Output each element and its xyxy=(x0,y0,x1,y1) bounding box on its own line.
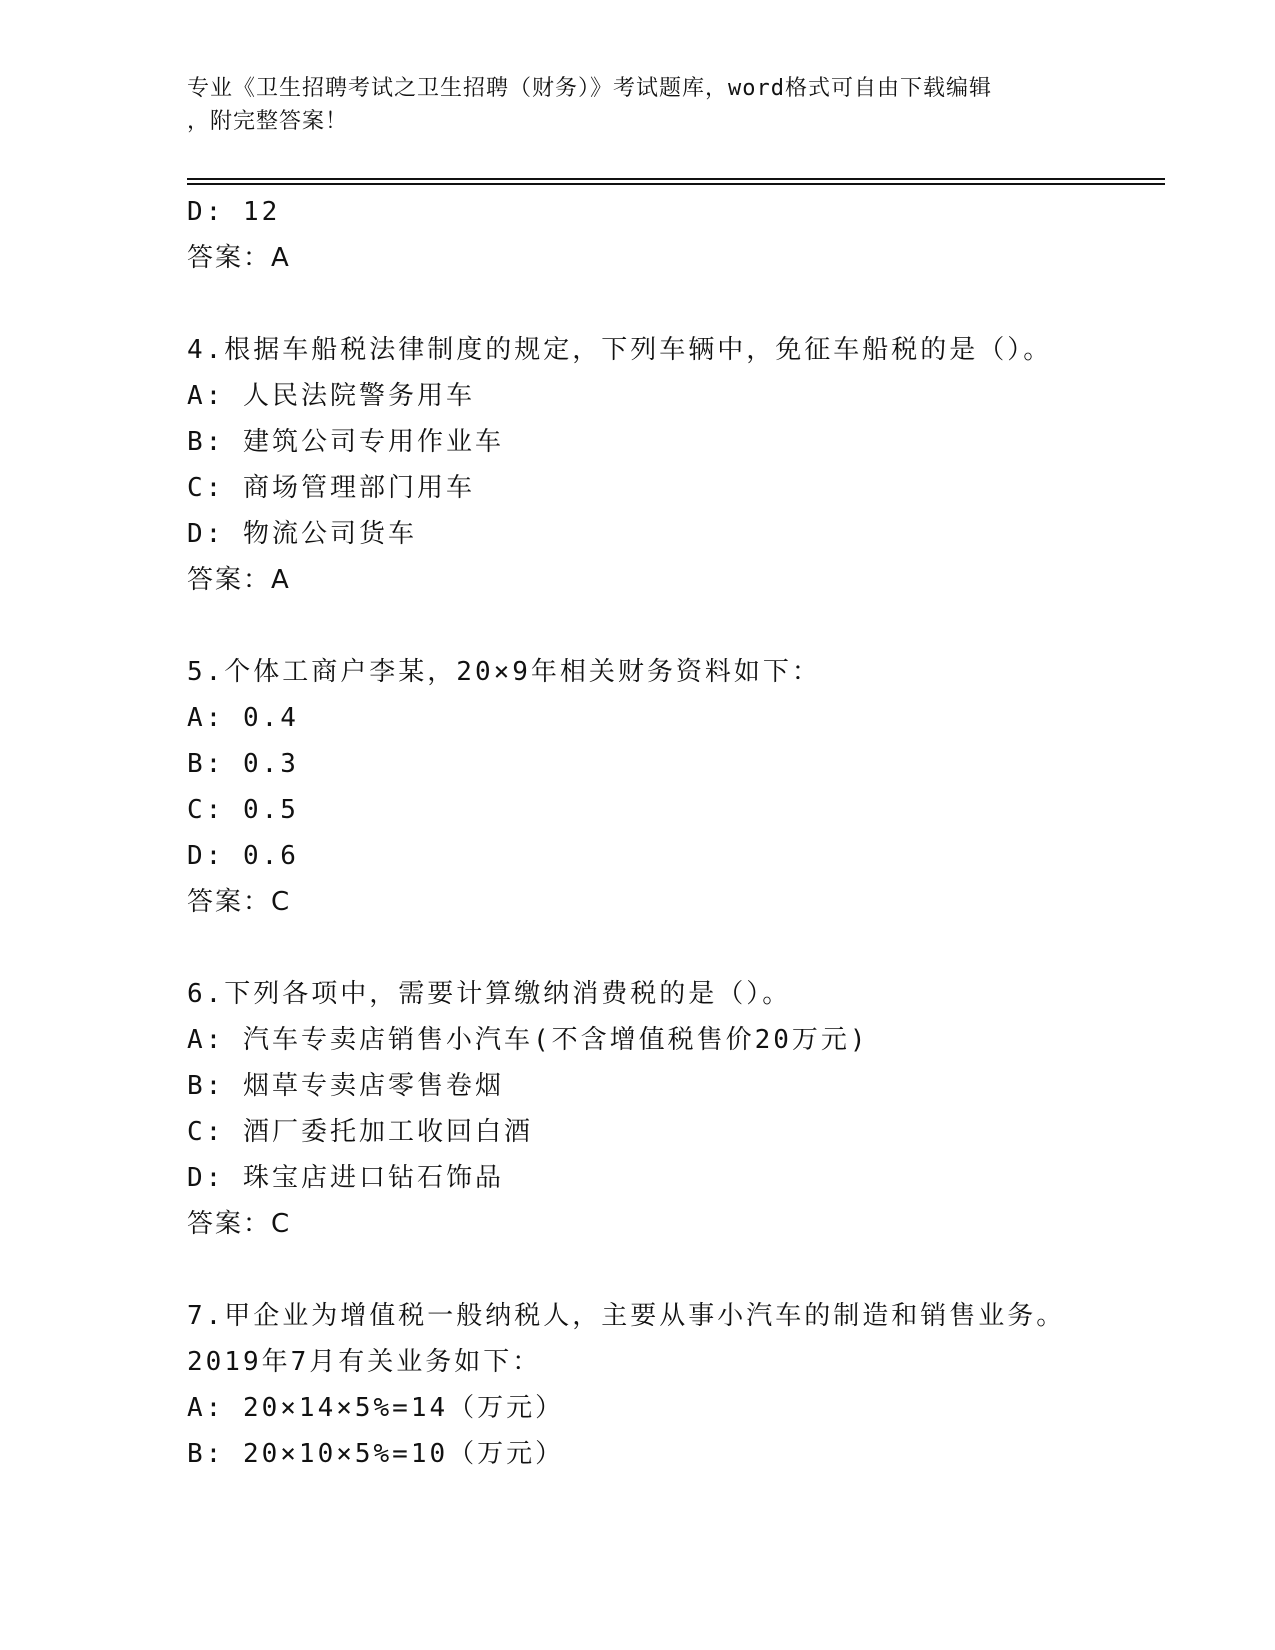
option-a: A: 20×14×5%=14（万元） xyxy=(187,1393,565,1423)
option-c: C: 0.5 xyxy=(187,795,299,825)
option-b: B: 建筑公司专用作业车 xyxy=(187,427,504,457)
option-c: C: 商场管理部门用车 xyxy=(187,473,475,503)
option-b: B: 20×10×5%=10（万元） xyxy=(187,1439,565,1469)
answer-line: 答案：A xyxy=(187,243,291,273)
question-stem-line-2: 2019年7月有关业务如下： xyxy=(187,1347,542,1377)
option-d: D: 物流公司货车 xyxy=(187,519,417,549)
question-4 xyxy=(187,327,1167,603)
spacer xyxy=(187,925,1167,971)
question-5 xyxy=(187,649,1167,925)
question-stem: 4.根据车船税法律制度的规定，下列车辆中，免征车船税的是（）。 xyxy=(187,335,1053,365)
question-stem: 6.下列各项中，需要计算缴纳消费税的是（）。 xyxy=(187,979,792,1009)
question-7 xyxy=(187,1293,1167,1477)
option-d: D: 珠宝店进口钻石饰品 xyxy=(187,1163,504,1193)
header-title-line-2: ，附完整答案！ xyxy=(187,109,349,134)
question-stem: 5.个体工商户李某，20×9年相关财务资料如下： xyxy=(187,657,821,687)
header-title-line-1: 专业《卫生招聘考试之卫生招聘（财务）》考试题库，word格式可自由下载编辑 xyxy=(187,76,992,101)
question-stem-line-1: 7.甲企业为增值税一般纳税人，主要从事小汽车的制造和销售业务。 xyxy=(187,1301,1066,1331)
question-6 xyxy=(187,971,1167,1247)
option-d: D: 12 xyxy=(187,197,281,227)
answer-line: 答案：C xyxy=(187,887,292,917)
question-3-tail xyxy=(187,189,1167,281)
question-list xyxy=(187,189,1167,1477)
option-a: A: 汽车专卖店销售小汽车(不含增值税售价20万元) xyxy=(187,1025,869,1055)
spacer xyxy=(187,603,1167,649)
option-a: A: 人民法院警务用车 xyxy=(187,381,475,411)
spacer xyxy=(187,1247,1167,1293)
answer-line: 答案：C xyxy=(187,1209,292,1239)
option-b: B: 烟草专卖店零售卷烟 xyxy=(187,1071,504,1101)
document-header xyxy=(187,72,1087,138)
header-divider-top xyxy=(187,178,1165,180)
option-c: C: 酒厂委托加工收回白酒 xyxy=(187,1117,533,1147)
option-b: B: 0.3 xyxy=(187,749,299,779)
spacer xyxy=(187,281,1167,327)
answer-line: 答案：A xyxy=(187,565,291,595)
option-a: A: 0.4 xyxy=(187,703,299,733)
option-d: D: 0.6 xyxy=(187,841,299,871)
header-divider-bottom xyxy=(187,183,1165,185)
